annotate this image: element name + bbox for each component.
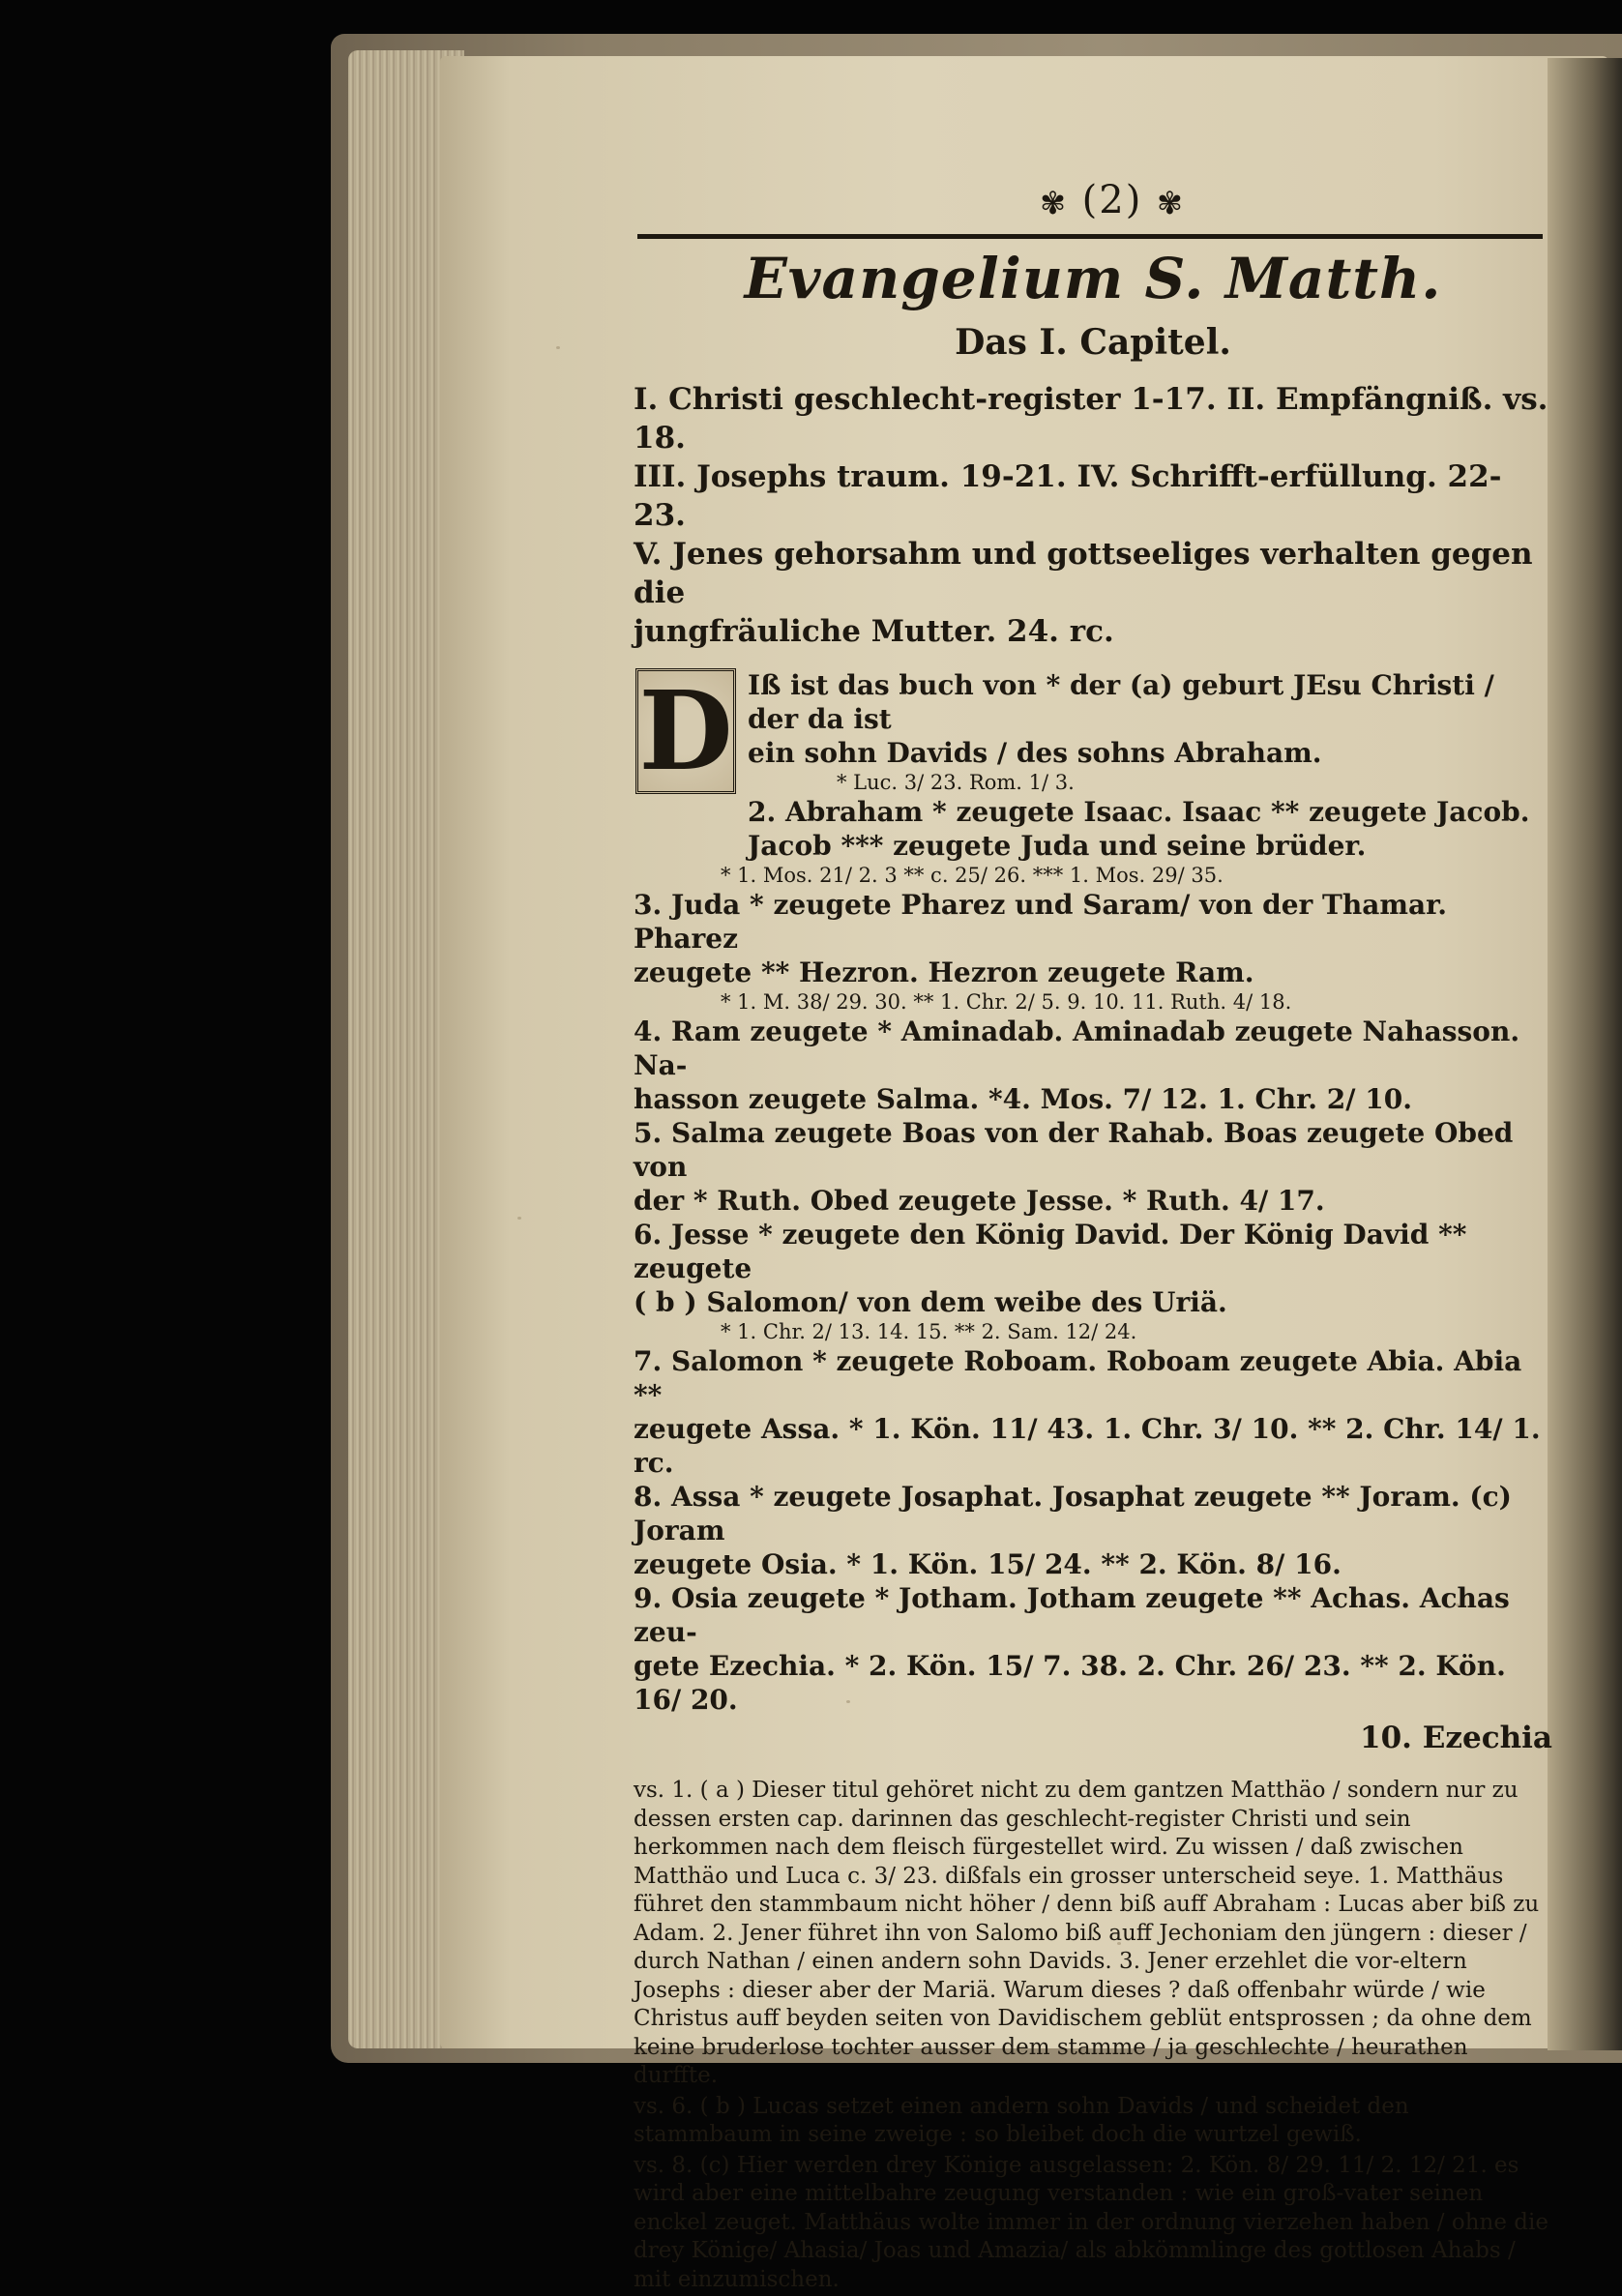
verse-line: 5. Salma zeugete Boas von der Rahab. Boas zeugete Obed von: [634, 1117, 1514, 1183]
verse-line: gete Ezechia. * 2. Kön. 15/ 7. 38. 2. Chr. 26/ 23. ** 2. Kön. 16/ 20.: [634, 1650, 1506, 1716]
verse-line: der * Ruth. Obed zeugete Jesse. * Ruth. 4/ 17.: [634, 1185, 1325, 1217]
book-title: Evangelium S. Matth.: [744, 246, 1442, 311]
chapter-summary: [634, 380, 1552, 651]
verse-text: [634, 668, 1552, 1717]
verse-line: zeugete Osia. * 1. Kön. 15/ 24. ** 2. Kön. 8/ 16.: [634, 1548, 1342, 1580]
flower-ornament-icon: ✾: [1040, 185, 1068, 221]
header-rule: [637, 234, 1543, 239]
verse-line: 7. Salomon * zeugete Roboam. Roboam zeugete Abia. Abia **: [634, 1345, 1522, 1411]
verse-line: Iß ist das buch von * der (a) geburt JEsu Christi / der da ist: [748, 669, 1494, 735]
verse-line: 2. Abraham * zeugete Isaac. Isaac ** zeugete Jacob.: [748, 796, 1530, 828]
verse-line: 4. Ram zeugete * Aminadab. Aminadab zeugete Nahasson. Na-: [634, 1016, 1520, 1081]
text-column: [634, 174, 1552, 2296]
summary-line: V. Jenes gehorsahm und gottseeliges verhalten gegen die: [634, 537, 1533, 610]
summary-line: I. Christi geschlecht-register 1-17. II. Empfängniß. vs. 18.: [634, 382, 1548, 456]
catchword: 10. Ezechia: [1360, 1721, 1552, 1755]
summary-line: jungfräuliche Mutter. 24. rc.: [634, 614, 1114, 649]
verse-line: zeugete Assa. * 1. Kön. 11/ 43. 1. Chr. 3/ 10. ** 2. Chr. 14/ 1. rc.: [634, 1413, 1541, 1479]
flower-ornament-icon: ✾: [1157, 185, 1185, 221]
footnote: vs. 8. (c) Hier werden drey Könige ausgelassen: 2. Kön. 8/ 29. 11/ 2. 12/ 21. es wird aber eine mittelbahre zeugung verstanden : wie ein groß-vater seinen enckel zeuget. Matthäus wolte immer in der ordnung vierzehen haben / ohne die drey Könige/ Ahasia/ Joas und Amazia/ als abkömmlinge des gottlosen Ahabs / mit einzumischen.: [634, 2152, 1548, 2292]
verse-line: 9. Osia zeugete * Jotham. Jotham zeugete ** Achas. Achas zeu-: [634, 1582, 1510, 1648]
footnote: vs. 6. ( b ) Lucas setzet einen andern sohn Davids / und scheidet den stammbaum in seine zweige : so bleibet doch die wurtzel gewiß.: [634, 2093, 1409, 2147]
verse-line: 6. Jesse * zeugete den König David. Der König David ** zeugete: [634, 1219, 1467, 1284]
verse-line: 3. Juda * zeugete Pharez und Saram/ von der Thamar. Pharez: [634, 889, 1448, 955]
page-gutter: [1548, 58, 1622, 2050]
cross-reference: * 1. Chr. 2/ 13. 14. 15. ** 2. Sam. 12/ 24.: [721, 1320, 1137, 1343]
chapter-title: Das I. Capitel.: [955, 322, 1231, 363]
verse-line: ( b ) Salomon/ von dem weibe des Uriä.: [634, 1286, 1227, 1318]
verse-line: Jacob *** zeugete Juda und seine brüder.: [748, 830, 1367, 862]
footnote: vs. 1. ( a ) Dieser titul gehöret nicht zu dem gantzen Matthäo / sondern nur zu dessen ersten cap. darinnen das geschlecht-register Christi und sein herkommen nach dem fleisch fürgestellet wird. Zu wissen / daß zwischen Matthäo und Luca c. 3/ 23. dißfals ein grosser unterscheid seye. 1. Matthäus führet den stammbaum nicht höher / denn biß auff Abraham : Lucas aber biß zu Adam. 2. Jener führet ihn von Salomo biß auff Jechoniam den jüngern : dieser / durch Nathan / einen andern sohn Davids. 3. Jener erzehlet die vor-eltern Josephs : dieser aber der Mariä. Warum dieses ? daß offenbahr würde / wie Christus auff beyden seiten von Davidischem geblüt entsprossen ; da ohne dem keine bruderlose tochter ausser dem stamme / ja geschlechte / heurathen durffte.: [634, 1778, 1540, 2088]
cross-reference: * 1. Mos. 21/ 2. 3 ** c. 25/ 26. *** 1. Mos. 29/ 35.: [721, 864, 1224, 887]
drop-cap-initial: D: [635, 668, 736, 794]
verse-line: ein sohn Davids / des sohns Abraham.: [748, 737, 1322, 769]
footnotes: [634, 1777, 1552, 2294]
verse-line: zeugete ** Hezron. Hezron zeugete Ram.: [634, 957, 1254, 988]
page-number: ✾ (2) ✾: [1040, 178, 1185, 222]
summary-line: III. Josephs traum. 19-21. IV. Schrifft-erfüllung. 22-23.: [634, 459, 1502, 533]
cross-reference: * Luc. 3/ 23. Rom. 1/ 3.: [837, 771, 1075, 794]
cross-reference: * 1. M. 38/ 29. 30. ** 1. Chr. 2/ 5. 9. 10. 11. Ruth. 4/ 18.: [721, 990, 1292, 1014]
verse-line: 8. Assa * zeugete Josaphat. Josaphat zeugete ** Joram. (c) Joram: [634, 1481, 1512, 1546]
verse-line: hasson zeugete Salma. *4. Mos. 7/ 12. 1. Chr. 2/ 10.: [634, 1083, 1412, 1115]
